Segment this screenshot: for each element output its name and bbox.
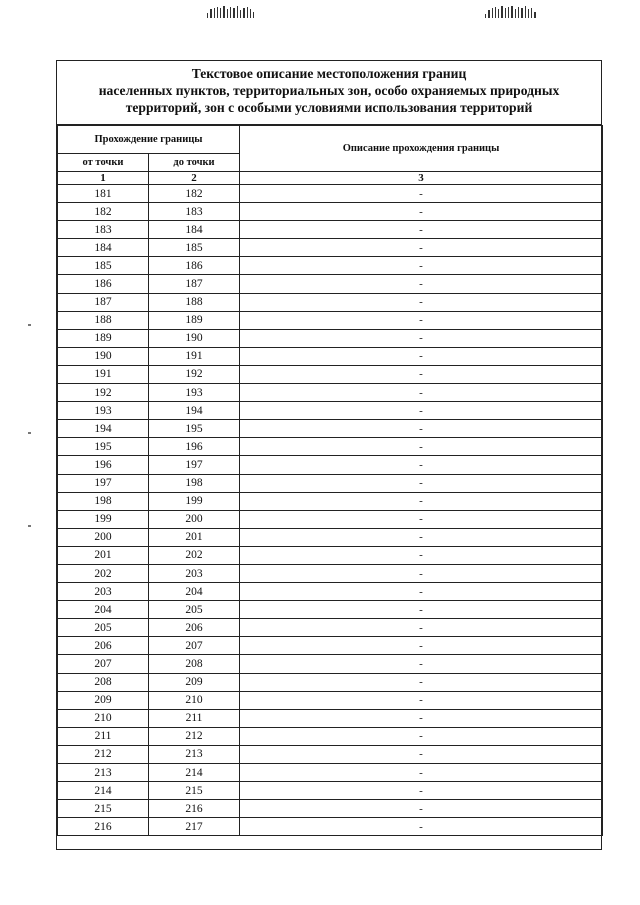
margin-speck [28, 324, 31, 326]
to-point-cell: 185 [149, 239, 240, 257]
to-point-cell: 193 [149, 384, 240, 402]
description-cell: - [240, 764, 603, 782]
margin-speck [28, 525, 31, 527]
table-row [58, 800, 603, 818]
table-row [58, 637, 603, 655]
from-point-cell: 200 [58, 528, 149, 546]
from-point-cell: 188 [58, 311, 149, 329]
from-point-cell: 216 [58, 818, 149, 836]
to-point-cell: 195 [149, 420, 240, 438]
table-row [58, 293, 603, 311]
table-row [58, 655, 603, 673]
from-point-cell: 213 [58, 764, 149, 782]
table-row [58, 673, 603, 691]
title-line: территорий, зон с особыми условиями использования территорий [125, 100, 533, 115]
from-point-cell: 207 [58, 655, 149, 673]
table-row [58, 365, 603, 383]
from-point-cell: 193 [58, 402, 149, 420]
to-point-cell: 198 [149, 474, 240, 492]
to-point-cell: 206 [149, 619, 240, 637]
to-point-cell: 204 [149, 583, 240, 601]
from-point-cell: 202 [58, 564, 149, 582]
to-point-cell: 201 [149, 528, 240, 546]
to-point-cell: 187 [149, 275, 240, 293]
from-point-cell: 203 [58, 583, 149, 601]
to-point-cell: 208 [149, 655, 240, 673]
description-cell: - [240, 420, 603, 438]
scan-mark-left [207, 6, 254, 18]
table-body [58, 185, 603, 836]
table-row [58, 384, 603, 402]
description-cell: - [240, 727, 603, 745]
to-point-cell: 186 [149, 257, 240, 275]
from-point-cell: 187 [58, 293, 149, 311]
table-row [58, 619, 603, 637]
to-point-cell: 182 [149, 185, 240, 203]
to-point-cell: 194 [149, 402, 240, 420]
to-point-cell: 189 [149, 311, 240, 329]
from-point-cell: 204 [58, 601, 149, 619]
description-cell: - [240, 691, 603, 709]
to-point-cell: 183 [149, 203, 240, 221]
description-cell: - [240, 347, 603, 365]
description-cell: - [240, 673, 603, 691]
to-point-cell: 200 [149, 510, 240, 528]
column-number-1: 1 [58, 172, 149, 185]
to-point-cell: 191 [149, 347, 240, 365]
column-number-3: 3 [240, 172, 603, 185]
description-cell: - [240, 438, 603, 456]
description-cell: - [240, 275, 603, 293]
description-cell: - [240, 384, 603, 402]
from-point-cell: 182 [58, 203, 149, 221]
description-cell: - [240, 185, 603, 203]
description-cell: - [240, 293, 603, 311]
header-passage: Прохождение границы [58, 126, 240, 154]
from-point-cell: 208 [58, 673, 149, 691]
description-cell: - [240, 311, 603, 329]
description-cell: - [240, 257, 603, 275]
table-row [58, 275, 603, 293]
table-row [58, 709, 603, 727]
table-row [58, 564, 603, 582]
to-point-cell: 209 [149, 673, 240, 691]
from-point-cell: 205 [58, 619, 149, 637]
table-row [58, 528, 603, 546]
to-point-cell: 199 [149, 492, 240, 510]
description-cell: - [240, 365, 603, 383]
from-point-cell: 201 [58, 546, 149, 564]
description-cell: - [240, 583, 603, 601]
to-point-cell: 207 [149, 637, 240, 655]
table-row [58, 221, 603, 239]
description-cell: - [240, 474, 603, 492]
from-point-cell: 210 [58, 709, 149, 727]
table-row [58, 691, 603, 709]
table-row [58, 583, 603, 601]
from-point-cell: 214 [58, 782, 149, 800]
description-cell: - [240, 800, 603, 818]
to-point-cell: 213 [149, 745, 240, 763]
to-point-cell: 205 [149, 601, 240, 619]
table-row [58, 311, 603, 329]
description-cell: - [240, 528, 603, 546]
from-point-cell: 185 [58, 257, 149, 275]
description-cell: - [240, 709, 603, 727]
description-cell: - [240, 239, 603, 257]
table-row [58, 510, 603, 528]
from-point-cell: 199 [58, 510, 149, 528]
from-point-cell: 192 [58, 384, 149, 402]
from-point-cell: 181 [58, 185, 149, 203]
to-point-cell: 215 [149, 782, 240, 800]
table-row [58, 764, 603, 782]
to-point-cell: 216 [149, 800, 240, 818]
description-cell: - [240, 402, 603, 420]
margin-speck [28, 432, 31, 434]
description-cell: - [240, 221, 603, 239]
description-cell: - [240, 619, 603, 637]
to-point-cell: 210 [149, 691, 240, 709]
to-point-cell: 190 [149, 329, 240, 347]
from-point-cell: 206 [58, 637, 149, 655]
table-row [58, 818, 603, 836]
description-cell: - [240, 818, 603, 836]
to-point-cell: 202 [149, 546, 240, 564]
from-point-cell: 215 [58, 800, 149, 818]
table-row [58, 185, 603, 203]
table-row [58, 239, 603, 257]
table-row [58, 257, 603, 275]
header-from: от точки [58, 154, 149, 172]
table-row [58, 546, 603, 564]
from-point-cell: 189 [58, 329, 149, 347]
to-point-cell: 212 [149, 727, 240, 745]
to-point-cell: 214 [149, 764, 240, 782]
table-row [58, 492, 603, 510]
description-cell: - [240, 492, 603, 510]
from-point-cell: 191 [58, 365, 149, 383]
table-row [58, 420, 603, 438]
table-row [58, 474, 603, 492]
description-cell: - [240, 564, 603, 582]
description-cell: - [240, 601, 603, 619]
from-point-cell: 190 [58, 347, 149, 365]
from-point-cell: 209 [58, 691, 149, 709]
table-row [58, 203, 603, 221]
table-row [58, 601, 603, 619]
table-row [58, 329, 603, 347]
to-point-cell: 192 [149, 365, 240, 383]
description-cell: - [240, 456, 603, 474]
from-point-cell: 198 [58, 492, 149, 510]
table-row [58, 402, 603, 420]
title-line: Текстовое описание местоположения границ [191, 66, 467, 81]
from-point-cell: 212 [58, 745, 149, 763]
from-point-cell: 184 [58, 239, 149, 257]
description-cell: - [240, 637, 603, 655]
table-row [58, 456, 603, 474]
title-line: населенных пунктов, территориальных зон, особо охраняемых природных [98, 83, 560, 98]
column-number-2: 2 [149, 172, 240, 185]
table-row [58, 745, 603, 763]
header-to: до точки [149, 154, 240, 172]
description-cell: - [240, 745, 603, 763]
table-row [58, 347, 603, 365]
to-point-cell: 211 [149, 709, 240, 727]
to-point-cell: 203 [149, 564, 240, 582]
to-point-cell: 184 [149, 221, 240, 239]
from-point-cell: 195 [58, 438, 149, 456]
description-cell: - [240, 782, 603, 800]
from-point-cell: 183 [58, 221, 149, 239]
description-cell: - [240, 546, 603, 564]
header-description: Описание прохождения границы [240, 126, 603, 172]
document-frame [56, 60, 602, 850]
table-row [58, 438, 603, 456]
from-point-cell: 194 [58, 420, 149, 438]
document-title [57, 61, 601, 125]
scan-mark-right [485, 6, 536, 18]
to-point-cell: 197 [149, 456, 240, 474]
description-cell: - [240, 655, 603, 673]
from-point-cell: 197 [58, 474, 149, 492]
description-cell: - [240, 510, 603, 528]
to-point-cell: 188 [149, 293, 240, 311]
from-point-cell: 196 [58, 456, 149, 474]
table-row [58, 782, 603, 800]
boundary-table [57, 125, 603, 836]
from-point-cell: 186 [58, 275, 149, 293]
description-cell: - [240, 329, 603, 347]
from-point-cell: 211 [58, 727, 149, 745]
description-cell: - [240, 203, 603, 221]
to-point-cell: 217 [149, 818, 240, 836]
to-point-cell: 196 [149, 438, 240, 456]
table-row [58, 727, 603, 745]
